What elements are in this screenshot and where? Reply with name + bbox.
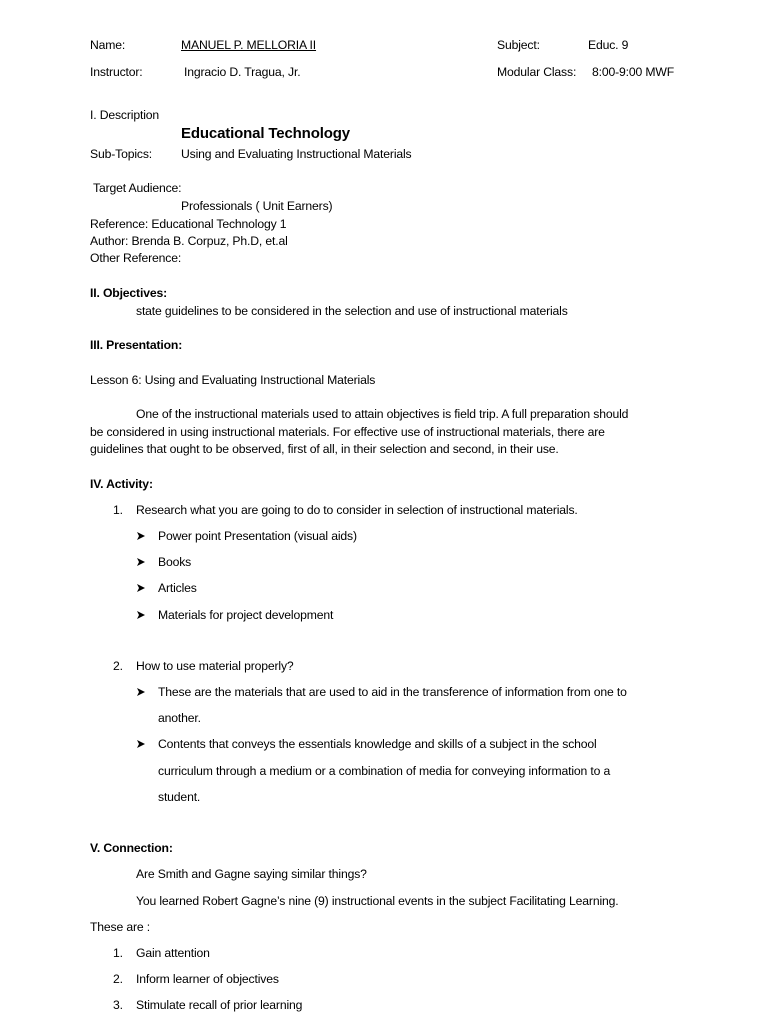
event-stimulate-recall: Stimulate recall of prior learning: [136, 998, 303, 1012]
modular-class-value: 8:00-9:00 MWF: [592, 65, 675, 79]
other-reference-line: Other Reference:: [90, 251, 182, 265]
lesson-title: Lesson 6: Using and Evaluating Instructional Materials: [90, 373, 376, 387]
presentation-heading: III. Presentation:: [90, 338, 183, 352]
bullet-2a-line-2: another.: [158, 711, 201, 725]
document-title: Educational Technology: [181, 125, 350, 142]
arrow-bullet-icon: [136, 580, 146, 596]
target-audience-value: Professionals ( Unit Earners): [181, 199, 333, 213]
connection-heading: V. Connection:: [90, 841, 173, 855]
bullet-2b-line-2: curriculum through a medium or a combination of media for conveying information to a: [158, 764, 611, 778]
presentation-paragraph-line-3: guidelines that ought to be observed, first of all, in their selection and second, in their use.: [90, 442, 559, 456]
bullet-item-books: Books: [158, 555, 192, 569]
instructor-value: Ingracio D. Tragua, Jr.: [184, 65, 301, 79]
activity-item-1: Research what you are going to do to consider in selection of instructional materials.: [136, 503, 578, 517]
list-number: 2.: [113, 972, 123, 986]
list-number: 3.: [113, 998, 123, 1012]
subject-value: Educ. 9: [588, 38, 629, 52]
bullet-2b-line-3: student.: [158, 790, 201, 804]
bullet-item-articles: Articles: [158, 581, 197, 595]
bullet-2b-line-1: Contents that conveys the essentials knowledge and skills of a subject in the school: [158, 737, 597, 751]
presentation-paragraph-line-1: One of the instructional materials used to attain objectives is field trip. A full preparation should: [136, 407, 629, 421]
name-label: Name:: [90, 38, 126, 52]
reference-line: Reference: Educational Technology 1: [90, 217, 287, 231]
name-value: MANUEL P. MELLORIA II: [181, 38, 317, 52]
arrow-bullet-icon: [136, 736, 146, 752]
bullet-item-materials: Materials for project development: [158, 608, 334, 622]
presentation-paragraph-line-2: be considered in using instructional materials. For effective use of instructional materials, there are: [90, 425, 605, 439]
author-line: Author: Brenda B. Corpuz, Ph.D, et.al: [90, 234, 288, 248]
list-number: 2.: [113, 659, 123, 673]
list-number: 1.: [113, 503, 123, 517]
bullet-2a-line-1: These are the materials that are used to aid in the transference of information from one to: [158, 685, 627, 699]
subtopics-label: Sub-Topics:: [90, 147, 153, 161]
arrow-bullet-icon: [136, 528, 146, 544]
bullet-item-powerpoint: Power point Presentation (visual aids): [158, 529, 357, 543]
event-gain-attention: Gain attention: [136, 946, 210, 960]
these-are-label: These are :: [90, 920, 150, 934]
connection-learned: You learned Robert Gagne’s nine (9) instructional events in the subject Facilitating Learning.: [136, 894, 619, 908]
activity-heading: IV. Activity:: [90, 477, 153, 491]
list-number: 1.: [113, 946, 123, 960]
instructor-label: Instructor:: [90, 65, 143, 79]
arrow-bullet-icon: [136, 684, 146, 700]
activity-item-2: How to use material properly?: [136, 659, 294, 673]
objectives-text: state guidelines to be considered in the selection and use of instructional materials: [136, 304, 568, 318]
target-audience-label: Target Audience:: [93, 181, 182, 195]
modular-class-label: Modular Class:: [497, 65, 577, 79]
subject-label: Subject:: [497, 38, 540, 52]
event-inform-objectives: Inform learner of objectives: [136, 972, 279, 986]
arrow-bullet-icon: [136, 554, 146, 570]
subtopics-value: Using and Evaluating Instructional Materials: [181, 147, 412, 161]
objectives-heading: II. Objectives:: [90, 286, 167, 300]
description-heading: I. Description: [90, 108, 160, 122]
connection-question: Are Smith and Gagne saying similar things?: [136, 867, 367, 881]
arrow-bullet-icon: [136, 607, 146, 623]
